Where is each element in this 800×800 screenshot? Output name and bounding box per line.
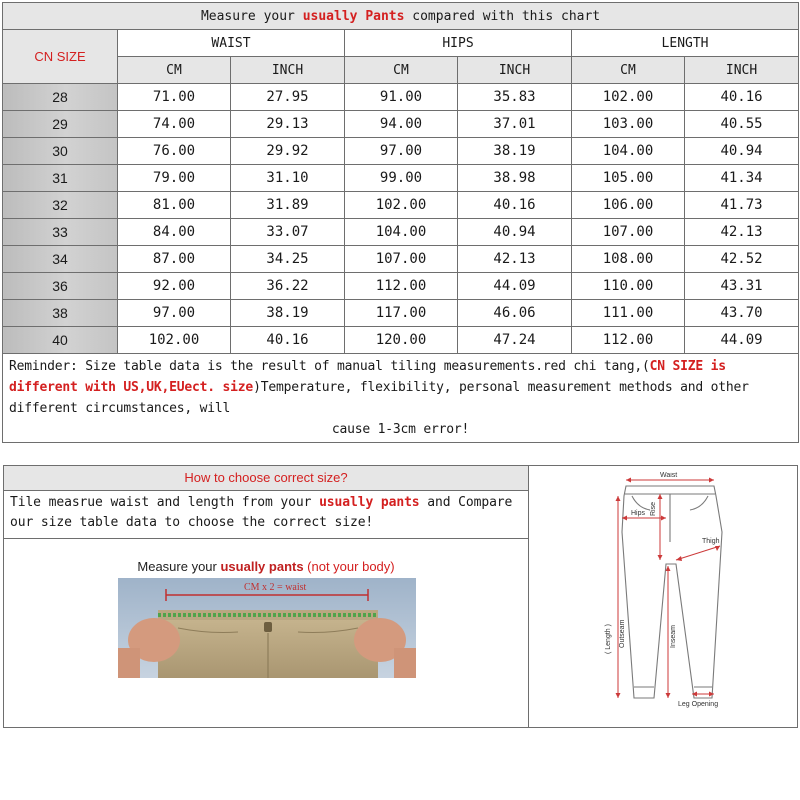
value-cell: 120.00 xyxy=(345,327,458,354)
value-cell: 31.10 xyxy=(231,165,345,192)
value-cell: 47.24 xyxy=(458,327,572,354)
label-rise: Rise xyxy=(650,501,657,516)
size-cell: 33 xyxy=(3,219,118,246)
value-cell: 27.95 xyxy=(231,84,345,111)
label-inseam: Inseam xyxy=(670,625,677,648)
size-cell: 36 xyxy=(3,273,118,300)
chart-title xyxy=(3,3,799,30)
table-row xyxy=(3,192,799,219)
value-cell: 112.00 xyxy=(572,327,685,354)
table-row xyxy=(3,273,799,300)
value-cell: 35.83 xyxy=(458,84,572,111)
guide-text-highlight: usually pants xyxy=(319,495,420,510)
size-cell: 34 xyxy=(3,246,118,273)
value-cell: 76.00 xyxy=(118,138,231,165)
pants-measurement-diagram xyxy=(598,472,738,710)
value-cell: 91.00 xyxy=(345,84,458,111)
reminder-text-continued: )Temperature, flexibility, personal measurement methods and other different circumstances, will xyxy=(9,380,749,416)
waist-header: WAIST xyxy=(118,30,345,57)
value-cell: 102.00 xyxy=(118,327,231,354)
table-row xyxy=(3,138,799,165)
measuring-pants-photo xyxy=(118,578,416,678)
chart-title-suffix: compared with this chart xyxy=(404,8,601,24)
value-cell: 117.00 xyxy=(345,300,458,327)
size-cell: 31 xyxy=(3,165,118,192)
unit-header: CM xyxy=(345,57,458,84)
label-outseam: Outseam xyxy=(619,619,626,648)
value-cell: 44.09 xyxy=(685,327,799,354)
size-cell: 30 xyxy=(3,138,118,165)
unit-header: INCH xyxy=(685,57,799,84)
value-cell: 107.00 xyxy=(572,219,685,246)
size-chart-table xyxy=(2,2,799,443)
chart-title-prefix: Measure your xyxy=(200,8,303,24)
value-cell: 106.00 xyxy=(572,192,685,219)
size-cell: 38 xyxy=(3,300,118,327)
value-cell: 94.00 xyxy=(345,111,458,138)
value-cell: 102.00 xyxy=(345,192,458,219)
chart-title-highlight: usually Pants xyxy=(302,8,405,24)
value-cell: 40.16 xyxy=(685,84,799,111)
value-cell: 44.09 xyxy=(458,273,572,300)
value-cell: 103.00 xyxy=(572,111,685,138)
value-cell: 71.00 xyxy=(118,84,231,111)
value-cell: 92.00 xyxy=(118,273,231,300)
value-cell: 84.00 xyxy=(118,219,231,246)
reminder-highlight: CN SIZE is different with US,UK,EUect. size xyxy=(9,359,726,395)
value-cell: 111.00 xyxy=(572,300,685,327)
value-cell: 43.70 xyxy=(685,300,799,327)
value-cell: 46.06 xyxy=(458,300,572,327)
photo-illustration xyxy=(118,578,416,678)
label-leg-opening: Leg Opening xyxy=(678,701,719,708)
value-cell: 87.00 xyxy=(118,246,231,273)
table-row xyxy=(3,327,799,354)
value-cell: 34.25 xyxy=(231,246,345,273)
value-cell: 79.00 xyxy=(118,165,231,192)
label-length: ( Length ) xyxy=(605,624,612,654)
table-row xyxy=(3,165,799,192)
label-waist: Waist xyxy=(660,472,678,479)
size-cell: 28 xyxy=(3,84,118,111)
unit-header: CM xyxy=(118,57,231,84)
value-cell: 97.00 xyxy=(345,138,458,165)
value-cell: 112.00 xyxy=(345,273,458,300)
photo-label: CM x 2 = waist xyxy=(244,582,307,593)
guide-text-start: Tile measrue waist and length from your xyxy=(10,495,320,510)
value-cell: 36.22 xyxy=(231,273,345,300)
unit-header: INCH xyxy=(458,57,572,84)
value-cell: 29.92 xyxy=(231,138,345,165)
value-cell: 107.00 xyxy=(345,246,458,273)
value-cell: 40.94 xyxy=(685,138,799,165)
value-cell: 104.00 xyxy=(345,219,458,246)
value-cell: 99.00 xyxy=(345,165,458,192)
value-cell: 42.13 xyxy=(458,246,572,273)
unit-header: INCH xyxy=(231,57,345,84)
size-cell: 40 xyxy=(3,327,118,354)
value-cell: 40.94 xyxy=(458,219,572,246)
guide-title: How to choose correct size? xyxy=(4,466,528,491)
table-row xyxy=(3,111,799,138)
value-cell: 42.13 xyxy=(685,219,799,246)
value-cell: 40.16 xyxy=(231,327,345,354)
photo-caption xyxy=(4,559,528,574)
value-cell: 38.19 xyxy=(231,300,345,327)
value-cell: 40.16 xyxy=(458,192,572,219)
table-row xyxy=(3,219,799,246)
value-cell: 40.55 xyxy=(685,111,799,138)
guide-text xyxy=(4,491,528,539)
value-cell: 33.07 xyxy=(231,219,345,246)
size-cell: 32 xyxy=(3,192,118,219)
hips-header: HIPS xyxy=(345,30,572,57)
guide-instructions xyxy=(4,466,529,727)
value-cell: 81.00 xyxy=(118,192,231,219)
value-cell: 108.00 xyxy=(572,246,685,273)
value-cell: 37.01 xyxy=(458,111,572,138)
value-cell: 41.73 xyxy=(685,192,799,219)
reminder-note xyxy=(3,354,799,443)
guide-text-end: and Compare our size table data to choose the correct size! xyxy=(10,495,513,530)
value-cell: 31.89 xyxy=(231,192,345,219)
caption-prefix: Measure your xyxy=(137,559,221,574)
table-row xyxy=(3,84,799,111)
size-cell: 29 xyxy=(3,111,118,138)
value-cell: 38.19 xyxy=(458,138,572,165)
reminder-text: Reminder: Size table data is the result of manual tiling measurements.red chi tang,( xyxy=(9,359,650,374)
table-row xyxy=(3,300,799,327)
value-cell: 110.00 xyxy=(572,273,685,300)
value-cell: 105.00 xyxy=(572,165,685,192)
table-row xyxy=(3,246,799,273)
label-hips: Hips xyxy=(631,510,646,517)
value-cell: 29.13 xyxy=(231,111,345,138)
value-cell: 42.52 xyxy=(685,246,799,273)
value-cell: 97.00 xyxy=(118,300,231,327)
caption-bold: usually pants xyxy=(220,559,304,574)
caption-paren: (not your body) xyxy=(303,559,395,574)
value-cell: 43.31 xyxy=(685,273,799,300)
length-header: LENGTH xyxy=(572,30,799,57)
reminder-text-end: cause 1-3cm error! xyxy=(331,422,470,437)
value-cell: 104.00 xyxy=(572,138,685,165)
value-cell: 38.98 xyxy=(458,165,572,192)
value-cell: 74.00 xyxy=(118,111,231,138)
value-cell: 41.34 xyxy=(685,165,799,192)
label-thigh: Thigh xyxy=(702,538,720,545)
unit-header: CM xyxy=(572,57,685,84)
cn-size-header: CN SIZE xyxy=(3,30,118,84)
value-cell: 102.00 xyxy=(572,84,685,111)
